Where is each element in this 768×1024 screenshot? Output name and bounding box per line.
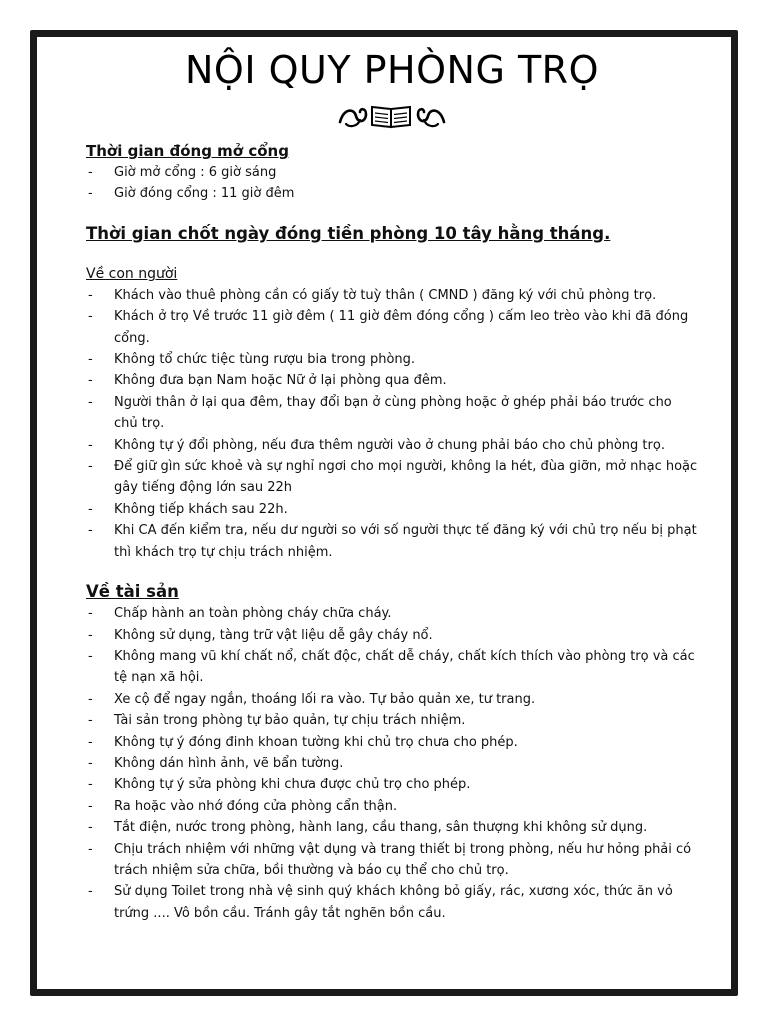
gate-list xyxy=(86,162,698,205)
property-list xyxy=(86,603,698,924)
list-item: - Ra hoặc vào nhớ đóng cửa phòng cẩn thận. xyxy=(86,796,698,817)
list-item: - Không đưa bạn Nam hoặc Nữ ở lại phòng qua đêm. xyxy=(86,370,698,391)
book-ornament-icon xyxy=(86,100,698,132)
document-body xyxy=(86,42,698,924)
list-item: - Không tự ý sửa phòng khi chưa được chủ trọ cho phép. xyxy=(86,774,698,795)
list-item: - Không tiếp khách sau 22h. xyxy=(86,499,698,520)
gate-heading: Thời gian đóng mở cổng xyxy=(86,142,289,160)
list-item: - Chịu trách nhiệm với những vật dụng và trang thiết bị trong phòng, nếu hư hỏng phải có trách nhiệm sửa chữa, bồi thường và báo cụ thể cho chủ trọ. xyxy=(86,839,698,882)
list-item: - Tắt điện, nước trong phòng, hành lang, cầu thang, sân thượng khi không sử dụng. xyxy=(86,817,698,838)
list-item: - Khách vào thuê phòng cần có giấy tờ tuỳ thân ( CMND ) đăng ký với chủ phòng trọ. xyxy=(86,285,698,306)
page-title: NỘI QUY PHÒNG TRỌ xyxy=(184,48,599,92)
list-item: - Không tự ý đóng đinh khoan tường khi chủ trọ chưa cho phép. xyxy=(86,732,698,753)
list-item: - Giờ đóng cổng : 11 giờ đêm xyxy=(86,183,698,204)
property-heading: Về tài sản xyxy=(86,582,179,602)
list-item: - Không sử dụng, tàng trữ vật liệu dễ gây cháy nổ. xyxy=(86,625,698,646)
list-item: - Không tự ý đổi phòng, nếu đưa thêm người vào ở chung phải báo cho chủ phòng trọ. xyxy=(86,435,698,456)
payment-notice: Thời gian chốt ngày đóng tiền phòng 10 tây hằng tháng. xyxy=(86,223,611,243)
list-item: - Không tổ chức tiệc tùng rượu bia trong phòng. xyxy=(86,349,698,370)
people-heading: Về con người xyxy=(86,265,178,282)
list-item: - Khách ở trọ Về trước 11 giờ đêm ( 11 giờ đêm đóng cổng ) cấm leo trèo vào khi đã đóng cổng. xyxy=(86,306,698,349)
list-item: - Người thân ở lại qua đêm, thay đổi bạn ở cùng phòng hoặc ở ghép phải báo trước cho chủ trọ. xyxy=(86,392,698,435)
list-item: - Giờ mở cổng : 6 giờ sáng xyxy=(86,162,698,183)
list-item: - Tài sản trong phòng tự bảo quản, tự chịu trách nhiệm. xyxy=(86,710,698,731)
list-item: - Sử dụng Toilet trong nhà vệ sinh quý khách không bỏ giấy, rác, xương xóc, thức ăn vỏ trứng .... Vô bồn cầu. Tránh gây tắt nghẽn bồn cầu. xyxy=(86,881,698,924)
list-item: - Chấp hành an toàn phòng cháy chữa cháy. xyxy=(86,603,698,624)
people-list xyxy=(86,285,698,563)
list-item: - Xe cộ để ngay ngắn, thoáng lối ra vào. Tự bảo quản xe, tư trang. xyxy=(86,689,698,710)
list-item: - Để giữ gìn sức khoẻ và sự nghỉ ngơi cho mọi người, không la hét, đùa giỡn, mở nhạc hoặc gây tiếng động lớn sau 22h xyxy=(86,456,698,499)
list-item: - Khi CA đến kiểm tra, nếu dư người so với số người thực tế đăng ký với chủ trọ nếu bị phạt thì khách trọ tự chịu trách nhiệm. xyxy=(86,520,698,563)
list-item: - Không mang vũ khí chất nổ, chất độc, chất dễ cháy, chất kích thích vào phòng trọ và các tệ nạn xã hội. xyxy=(86,646,698,689)
list-item: - Không dán hình ảnh, vẽ bẩn tường. xyxy=(86,753,698,774)
